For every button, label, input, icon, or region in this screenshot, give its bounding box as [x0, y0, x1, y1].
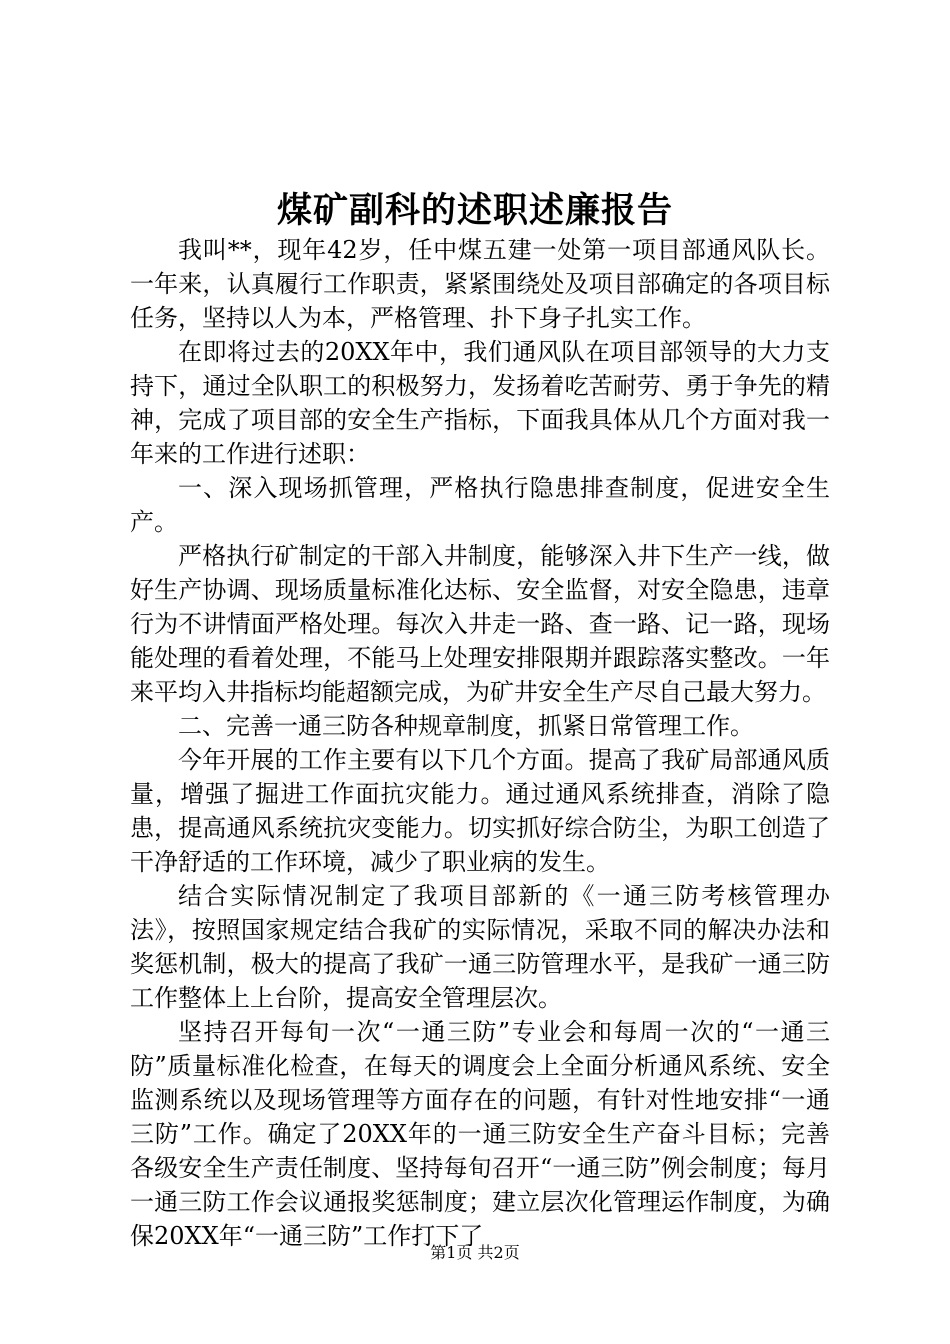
page-number-footer: 第1页 共2页 — [430, 1243, 520, 1262]
section-heading-1: 一、深入现场抓管理，严格执行隐患排查制度，促进安全生产。 — [130, 474, 830, 536]
paragraph-5: 结合实际情况制定了我项目部新的《一通三防考核管理办法》，按照国家规定结合我矿的实际情况，采取不同的解决办法和奖惩机制，极大的提高了我矿一通三防管理水平，是我矿一通三防工作整体上上台阶，提高安全管理层次。 — [130, 882, 830, 1012]
document-title: 煤矿副科的述职述廉报告 — [276, 190, 673, 231]
paragraph-1: 我叫**，现年42岁，任中煤五建一处第一项目部通风队长。一年来，认真履行工作职责，紧紧围绕处及项目部确定的各项目标任务，坚持以人为本，严格管理、扑下身子扎实工作。 — [130, 236, 830, 332]
paragraph-2: 在即将过去的20XX年中，我们通风队在项目部领导的大力支持下，通过全队职工的积极努力，发扬着吃苦耐劳、勇于争先的精神，完成了项目部的安全生产指标，下面我具体从几个方面对我一年来的工作进行述职： — [130, 338, 830, 468]
paragraph-6: 坚持召开每旬一次“一通三防”专业会和每周一次的“一通三防”质量标准化检查，在每天的调度会上全面分析通风系统、安全监测系统以及现场管理等方面存在的问题，有针对性地安排“一通三防”工作。确定了20XX年的一通三防安全生产奋斗目标；完善各级安全生产责任制度、坚持每旬召开“一通三防”例会制度；每月一通三防工作会议通报奖惩制度；建立层次化管理运作制度，为确保20XX年“一通三防”工作打下了 — [130, 1018, 830, 1250]
paragraph-3: 严格执行矿制定的干部入井制度，能够深入井下生产一线，做好生产协调、现场质量标准化达标、安全监督，对安全隐患，违章行为不讲情面严格处理。每次入井走一路、查一路、记一路，现场能处理的看着处理，不能马上处理安排限期并跟踪落实整改。一年来平均入井指标均能超额完成，为矿井安全生产尽自己最大努力。 — [130, 542, 830, 706]
paragraph-4: 今年开展的工作主要有以下几个方面。提高了我矿局部通风质量，增强了掘进工作面抗灾能力。通过通风系统排查，消除了隐患，提高通风系统抗灾变能力。切实抓好综合防尘，为职工创造了干净舒适的工作环境，减少了职业病的发生。 — [130, 746, 830, 876]
section-heading-2: 二、完善一通三防各种规章制度，抓紧日常管理工作。 — [178, 712, 754, 740]
document-body — [130, 233, 830, 1253]
